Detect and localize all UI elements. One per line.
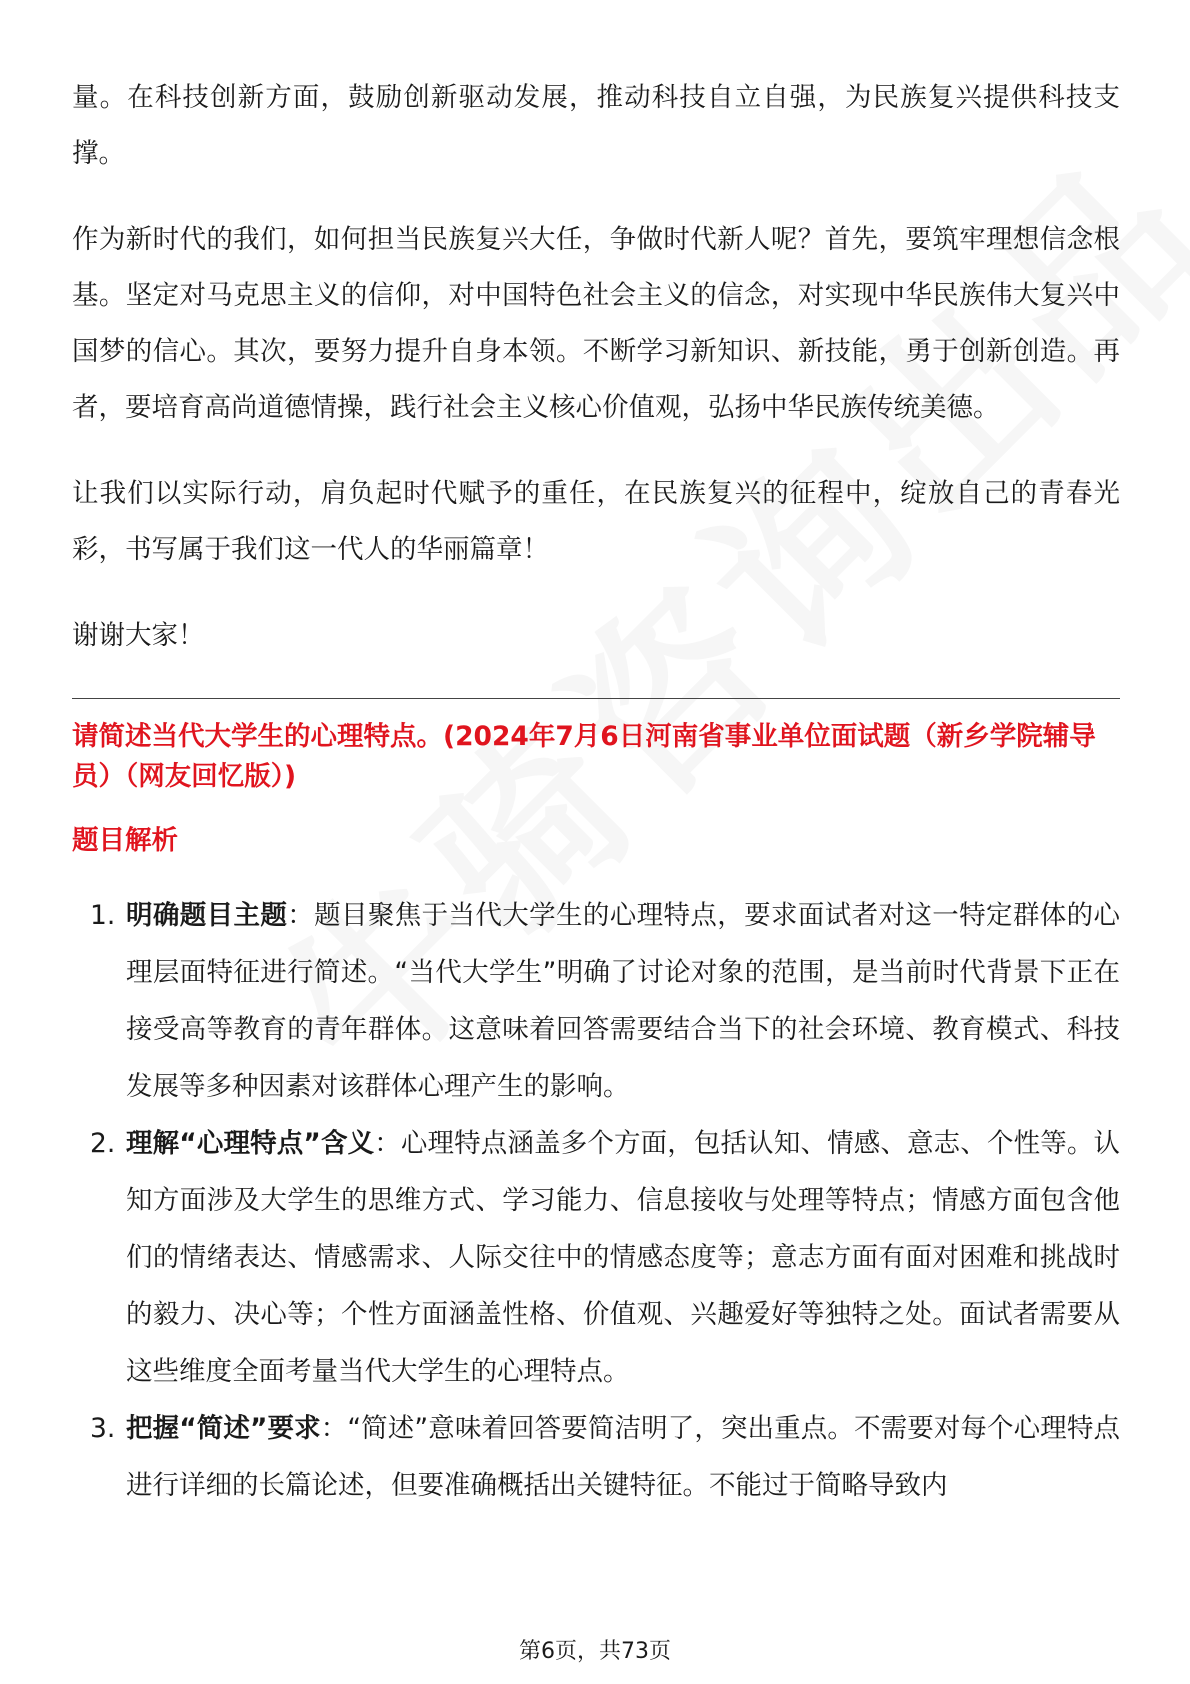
paragraph: 量。在科技创新方面，鼓励创新驱动发展，推动科技自立自强，为民族复兴提供科技支撑。 bbox=[72, 82, 1120, 169]
item-heading: 理解“心理特点”含义 bbox=[126, 1128, 375, 1159]
item-heading: 把握“简述”要求 bbox=[126, 1413, 321, 1444]
item-number: 3. bbox=[90, 1413, 116, 1444]
item-heading: 明确题目主题 bbox=[126, 900, 288, 931]
section-divider bbox=[72, 698, 1120, 699]
item-number: 2. bbox=[90, 1128, 116, 1159]
page-number: 第6页，共73页 bbox=[519, 1639, 671, 1664]
analysis-heading: 题目解析 bbox=[72, 825, 178, 856]
question-title: 请简述当代大学生的心理特点。(2024年7月6日河南省事业单位面试题（新乡学院辅导员）（网友回忆版）) bbox=[72, 721, 1096, 792]
list-item bbox=[72, 1400, 1120, 1514]
item-text: ：心理特点涵盖多个方面，包括认知、情感、意志、个性等。认知方面涉及大学生的思维方式、学习能力、信息接收与处理等特点；情感方面包含他们的情绪表达、情感需求、人际交往中的情感态度等；意志方面有面对困难和挑战时的毅力、决心等；个性方面涵盖性格、价值观、兴趣爱好等独特之处。面试者需要从这些维度全面考量当代大学生的心理特点。 bbox=[126, 1128, 1120, 1387]
analysis-list bbox=[72, 887, 1120, 1514]
item-text: ：题目聚焦于当代大学生的心理特点，要求面试者对这一特定群体的心理层面特征进行简述。“当代大学生”明确了讨论对象的范围，是当前时代背景下正在接受高等教育的青年群体。这意味着回答需要结合当下的社会环境、教育模式、科技发展等多种因素对该群体心理产生的影响。 bbox=[126, 900, 1120, 1102]
list-item bbox=[72, 1115, 1120, 1400]
item-number: 1. bbox=[90, 900, 116, 931]
paragraph: 让我们以实际行动，肩负起时代赋予的重任，在民族复兴的征程中，绽放自己的青春光彩，书写属于我们这一代人的华丽篇章！ bbox=[72, 478, 1120, 565]
list-item bbox=[72, 887, 1120, 1115]
document-body bbox=[72, 70, 1120, 1514]
item-text: ：“简述”意味着回答要简洁明了，突出重点。不需要对每个心理特点进行详细的长篇论述，但要准确概括出关键特征。不能过于简略导致内 bbox=[126, 1413, 1120, 1501]
paragraph: 作为新时代的我们，如何担当民族复兴大任，争做时代新人呢？首先，要筑牢理想信念根基。坚定对马克思主义的信仰，对中国特色社会主义的信念，对实现中华民族伟大复兴中国梦的信心。其次，要努力提升自身本领。不断学习新知识、新技能，勇于创新创造。再者，要培育高尚道德情操，践行社会主义核心价值观，弘扬中华民族传统美德。 bbox=[72, 224, 1120, 423]
closing-line: 谢谢大家！ bbox=[72, 620, 205, 651]
